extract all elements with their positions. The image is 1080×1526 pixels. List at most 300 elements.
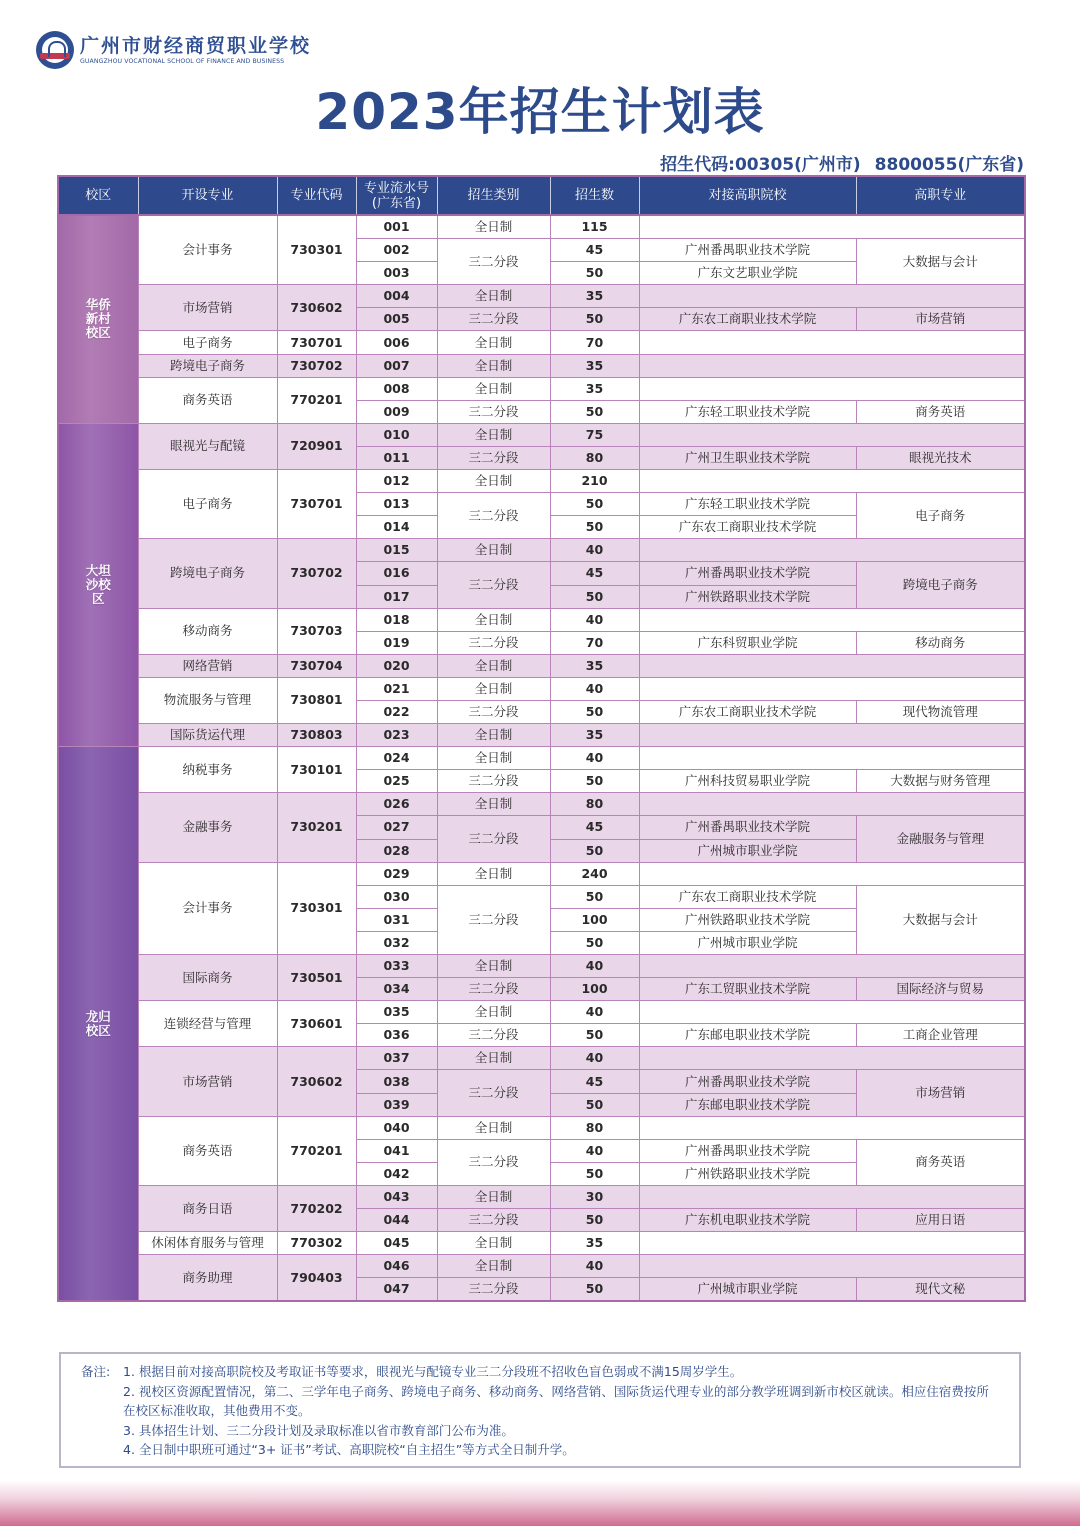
partner-college: 广州番禺职业技术学院 [639,1139,856,1162]
enroll-type: 全日制 [437,215,550,239]
page-title: 2023年招生计划表 [315,83,765,141]
hv-major: 现代物流管理 [856,700,1025,723]
enroll-count: 50 [550,1162,639,1185]
enroll-count: 50 [550,1278,639,1302]
partner-college-empty [639,677,1025,700]
table-row [58,724,1025,747]
enroll-type: 全日制 [437,539,550,562]
partner-college: 广州铁路职业技术学院 [639,1162,856,1185]
hv-major: 金融服务与管理 [856,816,1025,862]
serial-no: 008 [356,377,437,400]
serial-no: 006 [356,331,437,354]
note-text: 4. 全日制中职班可通过“3+ 证书”考试、高职院校“自主招生”等方式全日制升学。 [123,1442,575,1457]
partner-college: 广东邮电职业技术学院 [639,1093,856,1116]
col-header-enroll-type: 招生类别 [437,176,550,215]
partner-college-empty [639,862,1025,885]
table-row [58,677,1025,700]
enroll-type: 三二分段 [437,885,550,954]
enroll-count: 45 [550,562,639,585]
enrollment-code-province: 8800055(广东省) [874,155,1024,175]
enroll-count: 50 [550,700,639,723]
partner-college-empty [639,470,1025,493]
partner-college: 广州城市职业学院 [639,839,856,862]
hv-major: 国际经济与贸易 [856,978,1025,1001]
enroll-count: 35 [550,285,639,308]
enroll-count: 80 [550,793,639,816]
enroll-count: 50 [550,262,639,285]
partner-college-empty [639,1185,1025,1208]
major-name: 纳税事务 [138,747,277,793]
enroll-type: 三二分段 [437,1070,550,1116]
col-header-hv-major: 高职专业 [856,176,1025,215]
serial-no: 020 [356,654,437,677]
enroll-count: 40 [550,608,639,631]
serial-no: 034 [356,978,437,1001]
enroll-count: 50 [550,585,639,608]
serial-no: 014 [356,516,437,539]
table-row [58,215,1025,239]
enroll-type: 三二分段 [437,816,550,862]
enroll-type: 三二分段 [437,1209,550,1232]
partner-college: 广州铁路职业技术学院 [639,585,856,608]
enroll-type: 全日制 [437,747,550,770]
enroll-type: 三二分段 [437,493,550,539]
major-code: 770202 [277,1185,356,1231]
partner-college-empty [639,285,1025,308]
enroll-type: 三二分段 [437,700,550,723]
major-name: 休闲体育服务与管理 [138,1232,277,1255]
enroll-count: 40 [550,1047,639,1070]
serial-no: 031 [356,908,437,931]
enroll-count: 50 [550,493,639,516]
table-row [58,1047,1025,1070]
partner-college: 广东农工商职业技术学院 [639,700,856,723]
col-header-serial-no [356,176,437,215]
enroll-type: 全日制 [437,1047,550,1070]
partner-college: 广州城市职业学院 [639,931,856,954]
partner-college: 广州番禺职业技术学院 [639,239,856,262]
enroll-type: 全日制 [437,955,550,978]
serial-no: 023 [356,724,437,747]
major-code: 790403 [277,1255,356,1302]
major-name: 市场营销 [138,285,277,331]
partner-college: 广东农工商职业技术学院 [639,308,856,331]
partner-college: 广州卫生职业技术学院 [639,446,856,469]
serial-no: 022 [356,700,437,723]
serial-no: 038 [356,1070,437,1093]
major-name: 商务英语 [138,1116,277,1185]
table-row [58,1185,1025,1208]
enroll-count: 100 [550,978,639,1001]
major-code: 730702 [277,354,356,377]
serial-no: 037 [356,1047,437,1070]
partner-college: 广州番禺职业技术学院 [639,816,856,839]
hv-major: 跨境电子商务 [856,562,1025,608]
campus-cell [58,423,138,746]
enroll-count: 40 [550,1255,639,1278]
major-name: 商务英语 [138,377,277,423]
enroll-count: 30 [550,1185,639,1208]
enroll-count: 80 [550,446,639,469]
enroll-type: 全日制 [437,608,550,631]
major-code: 730301 [277,862,356,954]
table-row [58,793,1025,816]
partner-college-empty [639,654,1025,677]
partner-college: 广州番禺职业技术学院 [639,562,856,585]
enroll-count: 50 [550,931,639,954]
major-name: 移动商务 [138,608,277,654]
col-header-enroll-count: 招生数 [550,176,639,215]
major-code: 770201 [277,1116,356,1185]
serial-no: 027 [356,816,437,839]
partner-college-empty [639,1001,1025,1024]
enroll-count: 40 [550,539,639,562]
note-item [81,1440,1019,1460]
table-header-row [58,176,1025,215]
serial-no: 021 [356,677,437,700]
enroll-type: 全日制 [437,470,550,493]
partner-college: 广东农工商职业技术学院 [639,516,856,539]
partner-college: 广州城市职业学院 [639,1278,856,1302]
table-row [58,1001,1025,1024]
table-row [58,331,1025,354]
enroll-count: 35 [550,354,639,377]
school-logo [36,30,311,70]
hv-major: 市场营销 [856,1070,1025,1116]
enroll-count: 45 [550,1070,639,1093]
enroll-count: 35 [550,654,639,677]
serial-no: 036 [356,1024,437,1047]
serial-no: 043 [356,1185,437,1208]
major-name: 国际商务 [138,955,277,1001]
enroll-type: 三二分段 [437,1024,550,1047]
enroll-count: 40 [550,1139,639,1162]
major-name: 网络营销 [138,654,277,677]
serial-no: 033 [356,955,437,978]
enroll-count: 35 [550,377,639,400]
enroll-count: 50 [550,770,639,793]
major-code: 730801 [277,677,356,723]
major-name: 商务助理 [138,1255,277,1302]
enroll-type: 三二分段 [437,1278,550,1302]
serial-no: 018 [356,608,437,631]
serial-no: 010 [356,423,437,446]
table-body [58,215,1025,1301]
table-row [58,285,1025,308]
major-name: 电子商务 [138,331,277,354]
enroll-type: 三二分段 [437,446,550,469]
enrollment-code-city: 招生代码:00305(广州市) [660,155,861,175]
col-header-serial-no-label: 专业流水号 (广东省) [363,180,429,211]
col-header-major-code: 专业代码 [277,176,356,215]
major-name: 眼视光与配镜 [138,423,277,469]
serial-no: 013 [356,493,437,516]
enroll-type: 全日制 [437,1232,550,1255]
note-text: 3. 具体招生计划、三二分段计划及录取标准以省市教育部门公布为准。 [123,1422,514,1438]
enroll-count: 50 [550,308,639,331]
enroll-type: 全日制 [437,677,550,700]
enroll-type: 三二分段 [437,770,550,793]
hv-major: 商务英语 [856,400,1025,423]
table-row [58,539,1025,562]
enroll-count: 100 [550,908,639,931]
enroll-type: 三二分段 [437,308,550,331]
enroll-count: 50 [550,400,639,423]
hv-major: 商务英语 [856,1139,1025,1185]
partner-college: 广东农工商职业技术学院 [639,885,856,908]
enroll-type: 三二分段 [437,631,550,654]
major-code: 730701 [277,470,356,539]
major-code: 730602 [277,1047,356,1116]
partner-college: 广东邮电职业技术学院 [639,1024,856,1047]
major-code: 730703 [277,608,356,654]
partner-college-empty [639,793,1025,816]
serial-no: 003 [356,262,437,285]
major-name: 电子商务 [138,470,277,539]
major-code: 730201 [277,793,356,862]
table-row [58,747,1025,770]
school-emblem-icon [36,31,74,69]
serial-no: 015 [356,539,437,562]
enroll-count: 75 [550,423,639,446]
partner-college: 广东轻工职业技术学院 [639,493,856,516]
enroll-type: 全日制 [437,331,550,354]
partner-college-empty [639,955,1025,978]
serial-no: 019 [356,631,437,654]
hv-major: 市场营销 [856,308,1025,331]
partner-college-empty [639,1232,1025,1255]
enroll-count: 70 [550,631,639,654]
partner-college-empty [639,724,1025,747]
col-header-major: 开设专业 [138,176,277,215]
major-name: 国际货运代理 [138,724,277,747]
hv-major: 移动商务 [856,631,1025,654]
enroll-type: 全日制 [437,1116,550,1139]
partner-college: 广东轻工职业技术学院 [639,400,856,423]
partner-college-empty [639,331,1025,354]
table-row [58,377,1025,400]
enroll-count: 35 [550,724,639,747]
major-code: 730704 [277,654,356,677]
table-row [58,608,1025,631]
hv-major: 工商企业管理 [856,1024,1025,1047]
col-header-partner-college: 对接高职院校 [639,176,856,215]
serial-no: 040 [356,1116,437,1139]
serial-no: 046 [356,1255,437,1278]
serial-no: 007 [356,354,437,377]
major-code: 730803 [277,724,356,747]
serial-no: 045 [356,1232,437,1255]
serial-no: 009 [356,400,437,423]
partner-college: 广东工贸职业技术学院 [639,978,856,1001]
serial-no: 039 [356,1093,437,1116]
hv-major: 应用日语 [856,1209,1025,1232]
enroll-type: 全日制 [437,377,550,400]
serial-no: 044 [356,1209,437,1232]
enroll-type: 全日制 [437,793,550,816]
table-row [58,1116,1025,1139]
partner-college-empty [639,215,1025,239]
partner-college-empty [639,377,1025,400]
major-code: 730601 [277,1001,356,1047]
note-item [81,1362,1019,1382]
serial-no: 005 [356,308,437,331]
table-row [58,955,1025,978]
enroll-count: 50 [550,839,639,862]
decorative-bottom-band [0,1480,1080,1526]
serial-no: 035 [356,1001,437,1024]
partner-college: 广州铁路职业技术学院 [639,908,856,931]
hv-major: 眼视光技术 [856,446,1025,469]
major-name: 跨境电子商务 [138,539,277,608]
serial-no: 016 [356,562,437,585]
note-item [81,1421,1019,1441]
school-name-en: GUANGZHOU VOCATIONAL SCHOOL OF FINANCE AND BUSINESS [80,57,285,65]
school-name-cn: 广州市财经商贸职业学校 [80,34,312,57]
major-name: 会计事务 [138,862,277,954]
serial-no: 024 [356,747,437,770]
serial-no: 002 [356,239,437,262]
major-name: 物流服务与管理 [138,677,277,723]
enroll-count: 40 [550,677,639,700]
partner-college-empty [639,747,1025,770]
major-code: 730701 [277,331,356,354]
major-name: 市场营销 [138,1047,277,1116]
enroll-type: 三二分段 [437,978,550,1001]
table-row [58,1232,1025,1255]
enroll-count: 210 [550,470,639,493]
major-code: 730702 [277,539,356,608]
hv-major: 大数据与财务管理 [856,770,1025,793]
notes-prefix: 备注: [81,1364,111,1379]
enroll-type: 全日制 [437,1185,550,1208]
major-code: 720901 [277,423,356,469]
major-code: 730101 [277,747,356,793]
enrollment-plan-table [57,175,1026,1302]
partner-college-empty [639,539,1025,562]
enroll-count: 50 [550,1093,639,1116]
enroll-type: 全日制 [437,285,550,308]
enroll-count: 35 [550,1232,639,1255]
campus-cell [58,215,138,423]
enroll-count: 80 [550,1116,639,1139]
major-name: 连锁经营与管理 [138,1001,277,1047]
major-code: 770302 [277,1232,356,1255]
hv-major: 电子商务 [856,493,1025,539]
partner-college-empty [639,354,1025,377]
campus-label: 龙归校区 [85,1008,111,1038]
serial-no: 012 [356,470,437,493]
table-row [58,862,1025,885]
partner-college-empty [639,423,1025,446]
serial-no: 041 [356,1139,437,1162]
enroll-count: 50 [550,1024,639,1047]
major-code: 770201 [277,377,356,423]
enroll-type: 全日制 [437,654,550,677]
serial-no: 017 [356,585,437,608]
partner-college-empty [639,608,1025,631]
table-row [58,1255,1025,1278]
note-item [81,1382,1019,1421]
enroll-type: 全日制 [437,423,550,446]
enroll-count: 40 [550,1001,639,1024]
serial-no: 042 [356,1162,437,1185]
enroll-type: 全日制 [437,862,550,885]
col-header-campus: 校区 [58,176,138,215]
major-code: 730602 [277,285,356,331]
enroll-type: 全日制 [437,1001,550,1024]
serial-no: 004 [356,285,437,308]
serial-no: 028 [356,839,437,862]
partner-college-empty [639,1116,1025,1139]
major-code: 730501 [277,955,356,1001]
serial-no: 001 [356,215,437,239]
note-text: 1. 根据目前对接高职院校及考取证书等要求，眼视光与配镜专业三二分段班不招收色盲色弱或不满15周岁学生。 [123,1364,743,1379]
major-name: 会计事务 [138,215,277,285]
partner-college-empty [639,1255,1025,1278]
hv-major: 现代文秘 [856,1278,1025,1302]
major-code: 730301 [277,215,356,285]
table-row [58,354,1025,377]
major-name: 跨境电子商务 [138,354,277,377]
partner-college: 广州科技贸易职业学院 [639,770,856,793]
partner-college: 广东机电职业技术学院 [639,1209,856,1232]
enroll-type: 三二分段 [437,239,550,285]
table-row [58,470,1025,493]
campus-cell [58,747,138,1302]
enroll-count: 40 [550,955,639,978]
serial-no: 029 [356,862,437,885]
campus-label: 大坦沙校区 [85,563,111,606]
enroll-count: 50 [550,885,639,908]
serial-no: 025 [356,770,437,793]
serial-no: 011 [356,446,437,469]
serial-no: 032 [356,931,437,954]
enroll-count: 115 [550,215,639,239]
table-row [58,423,1025,446]
enroll-count: 70 [550,331,639,354]
campus-label: 华侨新村校区 [85,297,111,341]
enroll-count: 45 [550,816,639,839]
partner-college: 广东文艺职业学院 [639,262,856,285]
enroll-count: 50 [550,1209,639,1232]
enroll-type: 全日制 [437,1255,550,1278]
enroll-type: 三二分段 [437,562,550,608]
major-name: 商务日语 [138,1185,277,1231]
enrollment-codes [646,150,1024,175]
enroll-type: 全日制 [437,724,550,747]
partner-college-empty [639,1047,1025,1070]
enroll-type: 三二分段 [437,1139,550,1185]
enroll-type: 三二分段 [437,400,550,423]
notes-box [59,1352,1021,1468]
hv-major: 大数据与会计 [856,885,1025,954]
serial-no: 026 [356,793,437,816]
major-name: 金融事务 [138,793,277,862]
enroll-count: 40 [550,747,639,770]
enroll-type: 全日制 [437,354,550,377]
enroll-count: 240 [550,862,639,885]
hv-major: 大数据与会计 [856,239,1025,285]
enroll-count: 45 [550,239,639,262]
serial-no: 030 [356,885,437,908]
partner-college: 广州番禺职业技术学院 [639,1070,856,1093]
note-text: 2. 视校区资源配置情况，第二、三学年电子商务、跨境电子商务、移动商务、网络营销、国际货运代理专业的部分教学班调到新市校区就读。相应住宿费按所在校区标准收取，其他费用不变。 [123,1383,989,1418]
enroll-count: 50 [550,516,639,539]
serial-no: 047 [356,1278,437,1302]
partner-college: 广东科贸职业学院 [639,631,856,654]
table-row [58,654,1025,677]
